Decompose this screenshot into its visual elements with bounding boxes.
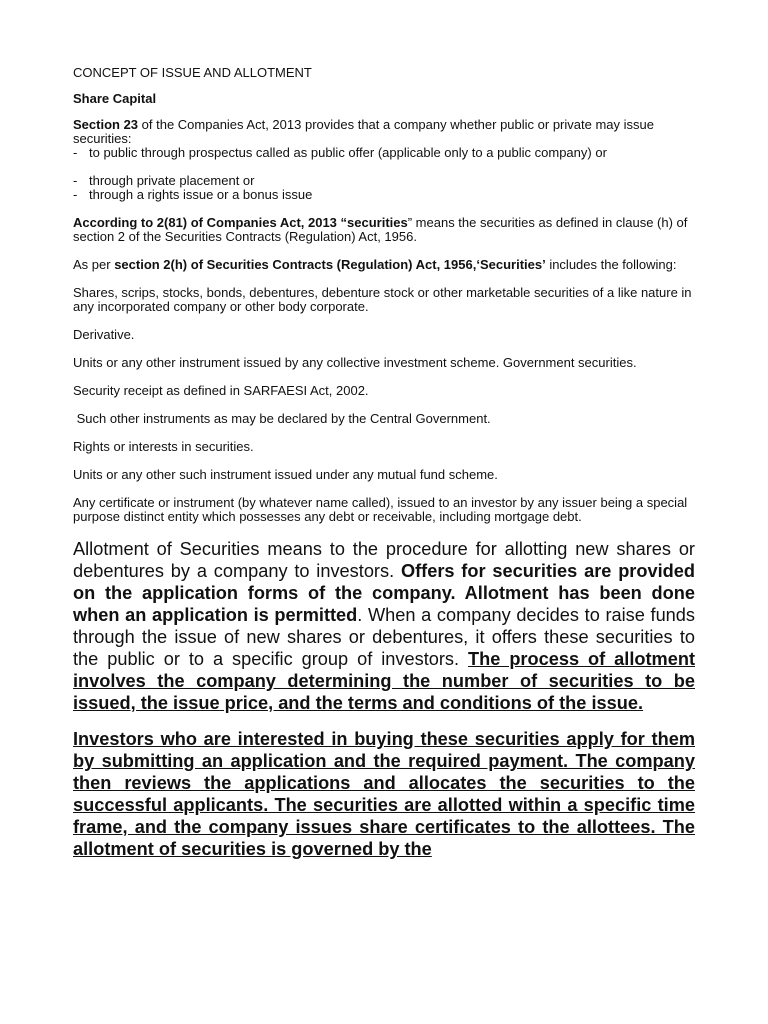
section-23-block	[73, 118, 695, 202]
scra-prefix: As per	[73, 257, 115, 272]
securities-item: Rights or interests in securities.	[73, 439, 254, 454]
investors-paragraph	[73, 728, 695, 860]
bullet-dash: -	[73, 145, 78, 160]
allotment-intro: Allotment of Securities means to the procedure for allotting new shares or debentures by a company to investors.	[73, 539, 695, 581]
bullet-dash: -	[73, 173, 78, 188]
section-23-label: Section 23	[73, 117, 139, 132]
section-23-text: of the Companies Act, 2013 provides that a company whether public or private may issue securities:	[73, 117, 654, 146]
securities-item: Shares, scrips, stocks, bonds, debentures, debenture stock or other marketable securities of a like nature in any incorporated company or other body corporate.	[73, 285, 692, 314]
securities-item: Units or any other instrument issued by any collective investment scheme. Government securities.	[73, 355, 637, 370]
securities-item: Any certificate or instrument (by whatever name called), issued to an investor by any issuer being a special purpose distinct entity which possesses any debt or receivable, including mortgage debt.	[73, 495, 688, 524]
securities-item: Security receipt as defined in SARFAESI Act, 2002.	[73, 383, 369, 398]
allotment-middle: . When a company decides to raise funds through the issue of new shares or debentures, it offers these securities to the public or to a specific group of investors.	[73, 605, 696, 669]
securities-definition-paragraph	[73, 216, 695, 244]
investors-text: Investors who are interested in buying these securities apply for them by submitting an application and the required payment. The company then reviews the applications and allocates the securities to the successful applicants. The securities are allotted within a specific time frame, and the company issues share certificates to the allottees. The allotment of securities is governed by the	[73, 729, 695, 859]
document-title: CONCEPT OF ISSUE AND ALLOTMENT	[73, 65, 312, 80]
scra-label: section 2(h) of Securities Contracts (Regulation) Act, 1956,‘Securities’	[114, 257, 546, 272]
securities-definition-text: ” means the securities as defined in clause (h) of section 2 of the Securities Contracts (Regulation) Act, 1956.	[73, 215, 688, 244]
securities-item: Such other instruments as may be declared by the Central Government.	[73, 411, 491, 426]
securities-definition-label: According to 2(81) of Companies Act, 2013 “securities	[73, 215, 408, 230]
list-item-text: through a rights issue or a bonus issue	[89, 187, 313, 202]
securities-item: Units or any other such instrument issued under any mutual fund scheme.	[73, 467, 498, 482]
section-23-paragraph	[73, 118, 695, 146]
share-capital-heading: Share Capital	[73, 91, 157, 106]
issue-methods-list	[73, 146, 695, 202]
list-item	[73, 146, 695, 160]
list-item-text: to public through prospectus called as public offer (applicable only to a public company) or	[89, 145, 607, 160]
list-item	[73, 188, 695, 202]
list-item	[73, 174, 695, 188]
scra-text: includes the following:	[545, 257, 677, 272]
scra-definition-paragraph	[73, 258, 695, 272]
allotment-process-bold-underlined: The process of allotment involves the company determining the number of securities to be issued, the issue price, and the terms and conditions of the issue.	[73, 649, 695, 713]
securities-item: Derivative.	[73, 327, 135, 342]
bullet-dash: -	[73, 187, 78, 202]
allotment-paragraph	[73, 538, 695, 714]
list-item-text: through private placement or	[89, 173, 255, 188]
allotment-offers-bold: Offers for securities are provided on the application forms of the company. Allotment has been done when an application is permitted	[73, 561, 695, 625]
